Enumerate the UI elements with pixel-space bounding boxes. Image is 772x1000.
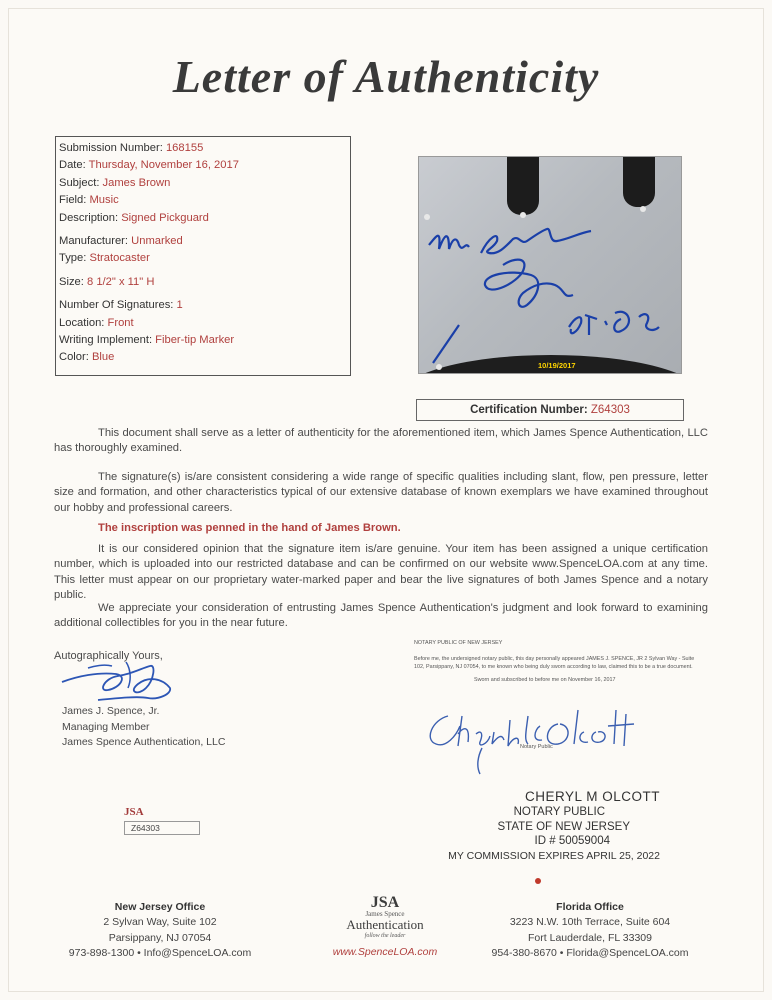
detail-subject: Subject: James Brown bbox=[59, 176, 171, 189]
nj-office-address: 2 Sylvan Way, Suite 102 bbox=[103, 916, 217, 929]
detail-size: Size: 8 1/2" x 11" H bbox=[59, 275, 155, 288]
notary-heading: NOTARY PUBLIC OF NEW JERSEY bbox=[414, 640, 503, 646]
nj-office bbox=[60, 900, 260, 962]
logo-jsa: JSA bbox=[370, 894, 400, 911]
fl-office-heading: Florida Office bbox=[556, 901, 624, 913]
paragraph-opinion: It is our considered opinion that the signature item is/are genuine. Your item has been assigned a unique certification number, which is uploaded into our restricted database and can be confirmed on our website www.SpenceLOA.com at any time. This letter must appear on our proprietary water-marked paper and bear the live signatures of both James Spence and a notary public. bbox=[54, 543, 708, 601]
jsa-logo bbox=[322, 896, 448, 958]
signer-company: James Spence Authentication, LLC bbox=[62, 736, 226, 748]
fl-office-city: Fort Lauderdale, FL 33309 bbox=[528, 931, 652, 944]
notary-stamp-id: ID # 50059004 bbox=[534, 835, 610, 848]
spence-signature bbox=[58, 658, 178, 704]
photo-date-stamp: 10/19/2017 bbox=[538, 361, 576, 370]
notary-stamp-state: STATE OF NEW JERSEY bbox=[497, 820, 630, 833]
paragraph-appreciation: We appreciate your consideration of entrusting James Spence Authentication's judgment and look forward to examining additional collectibles for you in the near future. bbox=[54, 602, 708, 630]
logo-authentication: Authentication bbox=[346, 917, 424, 932]
detail-location: Location: Front bbox=[59, 316, 134, 329]
pickguard-signature-art bbox=[419, 157, 682, 374]
detail-number-of-signatures: Number Of Signatures: 1 bbox=[59, 299, 183, 312]
notary-stamp-name: CHERYL M OLCOTT bbox=[524, 789, 660, 804]
nj-office-heading: New Jersey Office bbox=[114, 901, 206, 913]
inscription-statement: The inscription was penned in the hand of James Brown. bbox=[98, 522, 401, 534]
paragraph-signature-analysis: The signature(s) is/are consistent considering a wide range of specific qualities including slant, flow, pen pressure, letter size and formation, and other characteristics typical of our extensive database of known exemplars we have examined throughout our hobby and professional careers. bbox=[54, 471, 708, 514]
page-title: Letter of Authenticity bbox=[172, 51, 600, 102]
notary-stamp bbox=[420, 790, 660, 864]
logo-james-spence: James Spence bbox=[365, 910, 405, 918]
signoff-block bbox=[54, 648, 226, 748]
fl-office bbox=[480, 900, 700, 962]
florida-dot-icon bbox=[535, 878, 541, 884]
notary-statement-block bbox=[414, 640, 714, 684]
detail-description: Description: Signed Pickguard bbox=[59, 211, 209, 224]
fl-office-address: 3223 N.W. 10th Terrace, Suite 604 bbox=[509, 916, 671, 929]
logo-tagline: follow the leader bbox=[364, 933, 406, 939]
website-link[interactable]: www.SpenceLOA.com bbox=[332, 946, 438, 958]
detail-field: Field: Music bbox=[59, 194, 119, 207]
notary-signature-label: Notary Public bbox=[520, 744, 553, 750]
jsa-sticker-number: Z64303 bbox=[124, 821, 200, 835]
notary-statement: Before me, the undersigned notary public, this day personally appeared JAMES J. SPENCE, JR 2 Sylvan Way - Suite 102, Parsippany, NJ 07054, to me known who being duly sworn according to law, claimed this to be a true document. bbox=[414, 656, 695, 670]
signer-role: Managing Member bbox=[62, 720, 150, 733]
detail-type: Type: Stratocaster bbox=[59, 252, 150, 265]
notary-stamp-title: NOTARY PUBLIC bbox=[513, 805, 605, 818]
paragraph-authenticity: This document shall serve as a letter of authenticity for the aforementioned item, which James Spence Authentication, LLC has thoroughly examined. bbox=[54, 427, 708, 455]
item-details-box bbox=[55, 136, 351, 376]
signoff-closing: Autographically Yours, bbox=[54, 650, 163, 662]
signer-info bbox=[62, 704, 282, 751]
detail-manufacturer: Manufacturer: Unmarked bbox=[59, 235, 183, 248]
detail-color: Color: Blue bbox=[59, 351, 115, 364]
pickguard-photo bbox=[418, 156, 682, 374]
nj-office-contact: 973-898-1300 • Info@SpenceLOA.com bbox=[68, 947, 252, 960]
detail-writing-implement: Writing Implement: Fiber-tip Marker bbox=[59, 334, 235, 347]
notary-stamp-expiry: MY COMMISSION EXPIRES APRIL 25, 2022 bbox=[448, 850, 660, 863]
jsa-sticker-brand: JSA bbox=[124, 806, 144, 818]
fl-office-contact: 954-380-8670 • Florida@SpenceLOA.com bbox=[491, 947, 689, 960]
signer-name: James J. Spence, Jr. bbox=[62, 705, 160, 717]
certification-number-box: Certification Number: Z64303 bbox=[416, 399, 684, 421]
notary-signature bbox=[418, 696, 678, 776]
detail-submission-number: Submission Number: 168155 bbox=[59, 142, 204, 154]
notary-sworn: Sworn and subscribed to before me on November 16, 2017 bbox=[474, 676, 616, 683]
detail-date: Date: Thursday, November 16, 2017 bbox=[59, 159, 239, 172]
nj-office-city: Parsippany, NJ 07054 bbox=[108, 931, 212, 944]
